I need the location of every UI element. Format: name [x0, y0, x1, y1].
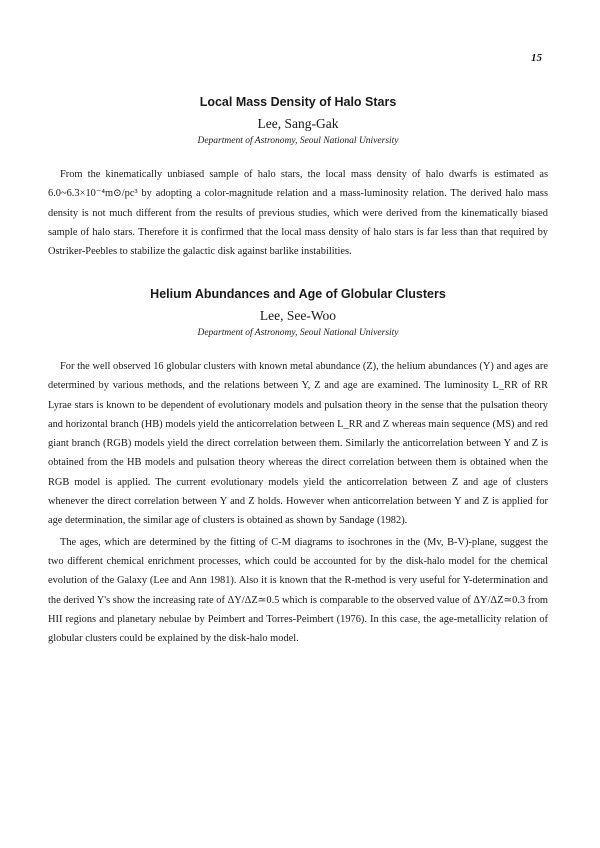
abstract-paragraph: The ages, which are determined by the fitting of C-M diagrams to isochrones in the (Mv, B-V)-plane, suggest the two different chemical enrichment processes, which could be accounted for by the disk-halo model for the chemical evolution of the Galaxy (Lee and Ann 1981). Also it is known that the R-method is very useful for Y-determination and the derived Y's show the increasing rate of ΔY/ΔZ≃0.5 which is comparable to the observed value of ΔY/ΔZ≃0.3 from HII regions and planetary nebulae by Peimbert and Torres-Peimbert (1976). In this case, the age-metallicity relation of globular clusters could be explained by the disk-halo model.: [48, 536, 548, 645]
abstract-section-local-mass-density: [48, 93, 548, 261]
page-number: 15: [531, 52, 542, 64]
abstract-paragraph: For the well observed 16 globular clusters with known metal abundance (Z), the helium abundances (Y) and ages are determined by various methods, and the relations between Y, Z and age are examined. The luminosity L_RR of RR Lyrae stars is known to be dependent of evolutionary models and pulsation theory in the sense that the pulsation theory and horizontal branch (HB) models yield the anticorrelation between L_RR and Z whereas main sequence (MS) and red giant branch (RGB) models yield the direct correlation between them. Similarly the anticorrelation between Y and Z is obtained from the HB models and pulsation theory whereas the direct correlation between them is obtained when the RGB model is applied. The current evolutionary models yield the anticorrelation between Z and age of clusters whenever the direct correlation between Y and Z holds. However when anticorrelation between Y and Z is applied for age determination, the similar age of clusters is obtained as shown by Sandage (1982).: [48, 361, 548, 527]
section-title: Local Mass Density of Halo Stars: [199, 95, 397, 109]
abstract-section-helium-abundances: [48, 285, 548, 648]
section-title: Helium Abundances and Age of Globular Clusters: [150, 287, 446, 301]
abstract-paragraph: From the kinematically unbiased sample of halo stars, the local mass density of halo dwarfs is estimated as 6.0~6.3×10⁻⁴m⊙/pc³ by adopting a color-magnitude relation and a mass-luminosity relation. The derived halo mass density is not much different from the results of previous studies, which were derived from the kinematically biased sample of halo stars. Therefore it is confirmed that the local mass density of halo stars is far less than that required by Ostriker-Peebles to stabilize the galactic disk against barlike instabilities.: [48, 169, 548, 258]
author-name: Lee, Sang-Gak: [257, 116, 339, 131]
author-affiliation: Department of Astronomy, Seoul National University: [197, 328, 399, 338]
author-affiliation: Department of Astronomy, Seoul National University: [197, 136, 399, 146]
author-name: Lee, See-Woo: [259, 308, 337, 323]
